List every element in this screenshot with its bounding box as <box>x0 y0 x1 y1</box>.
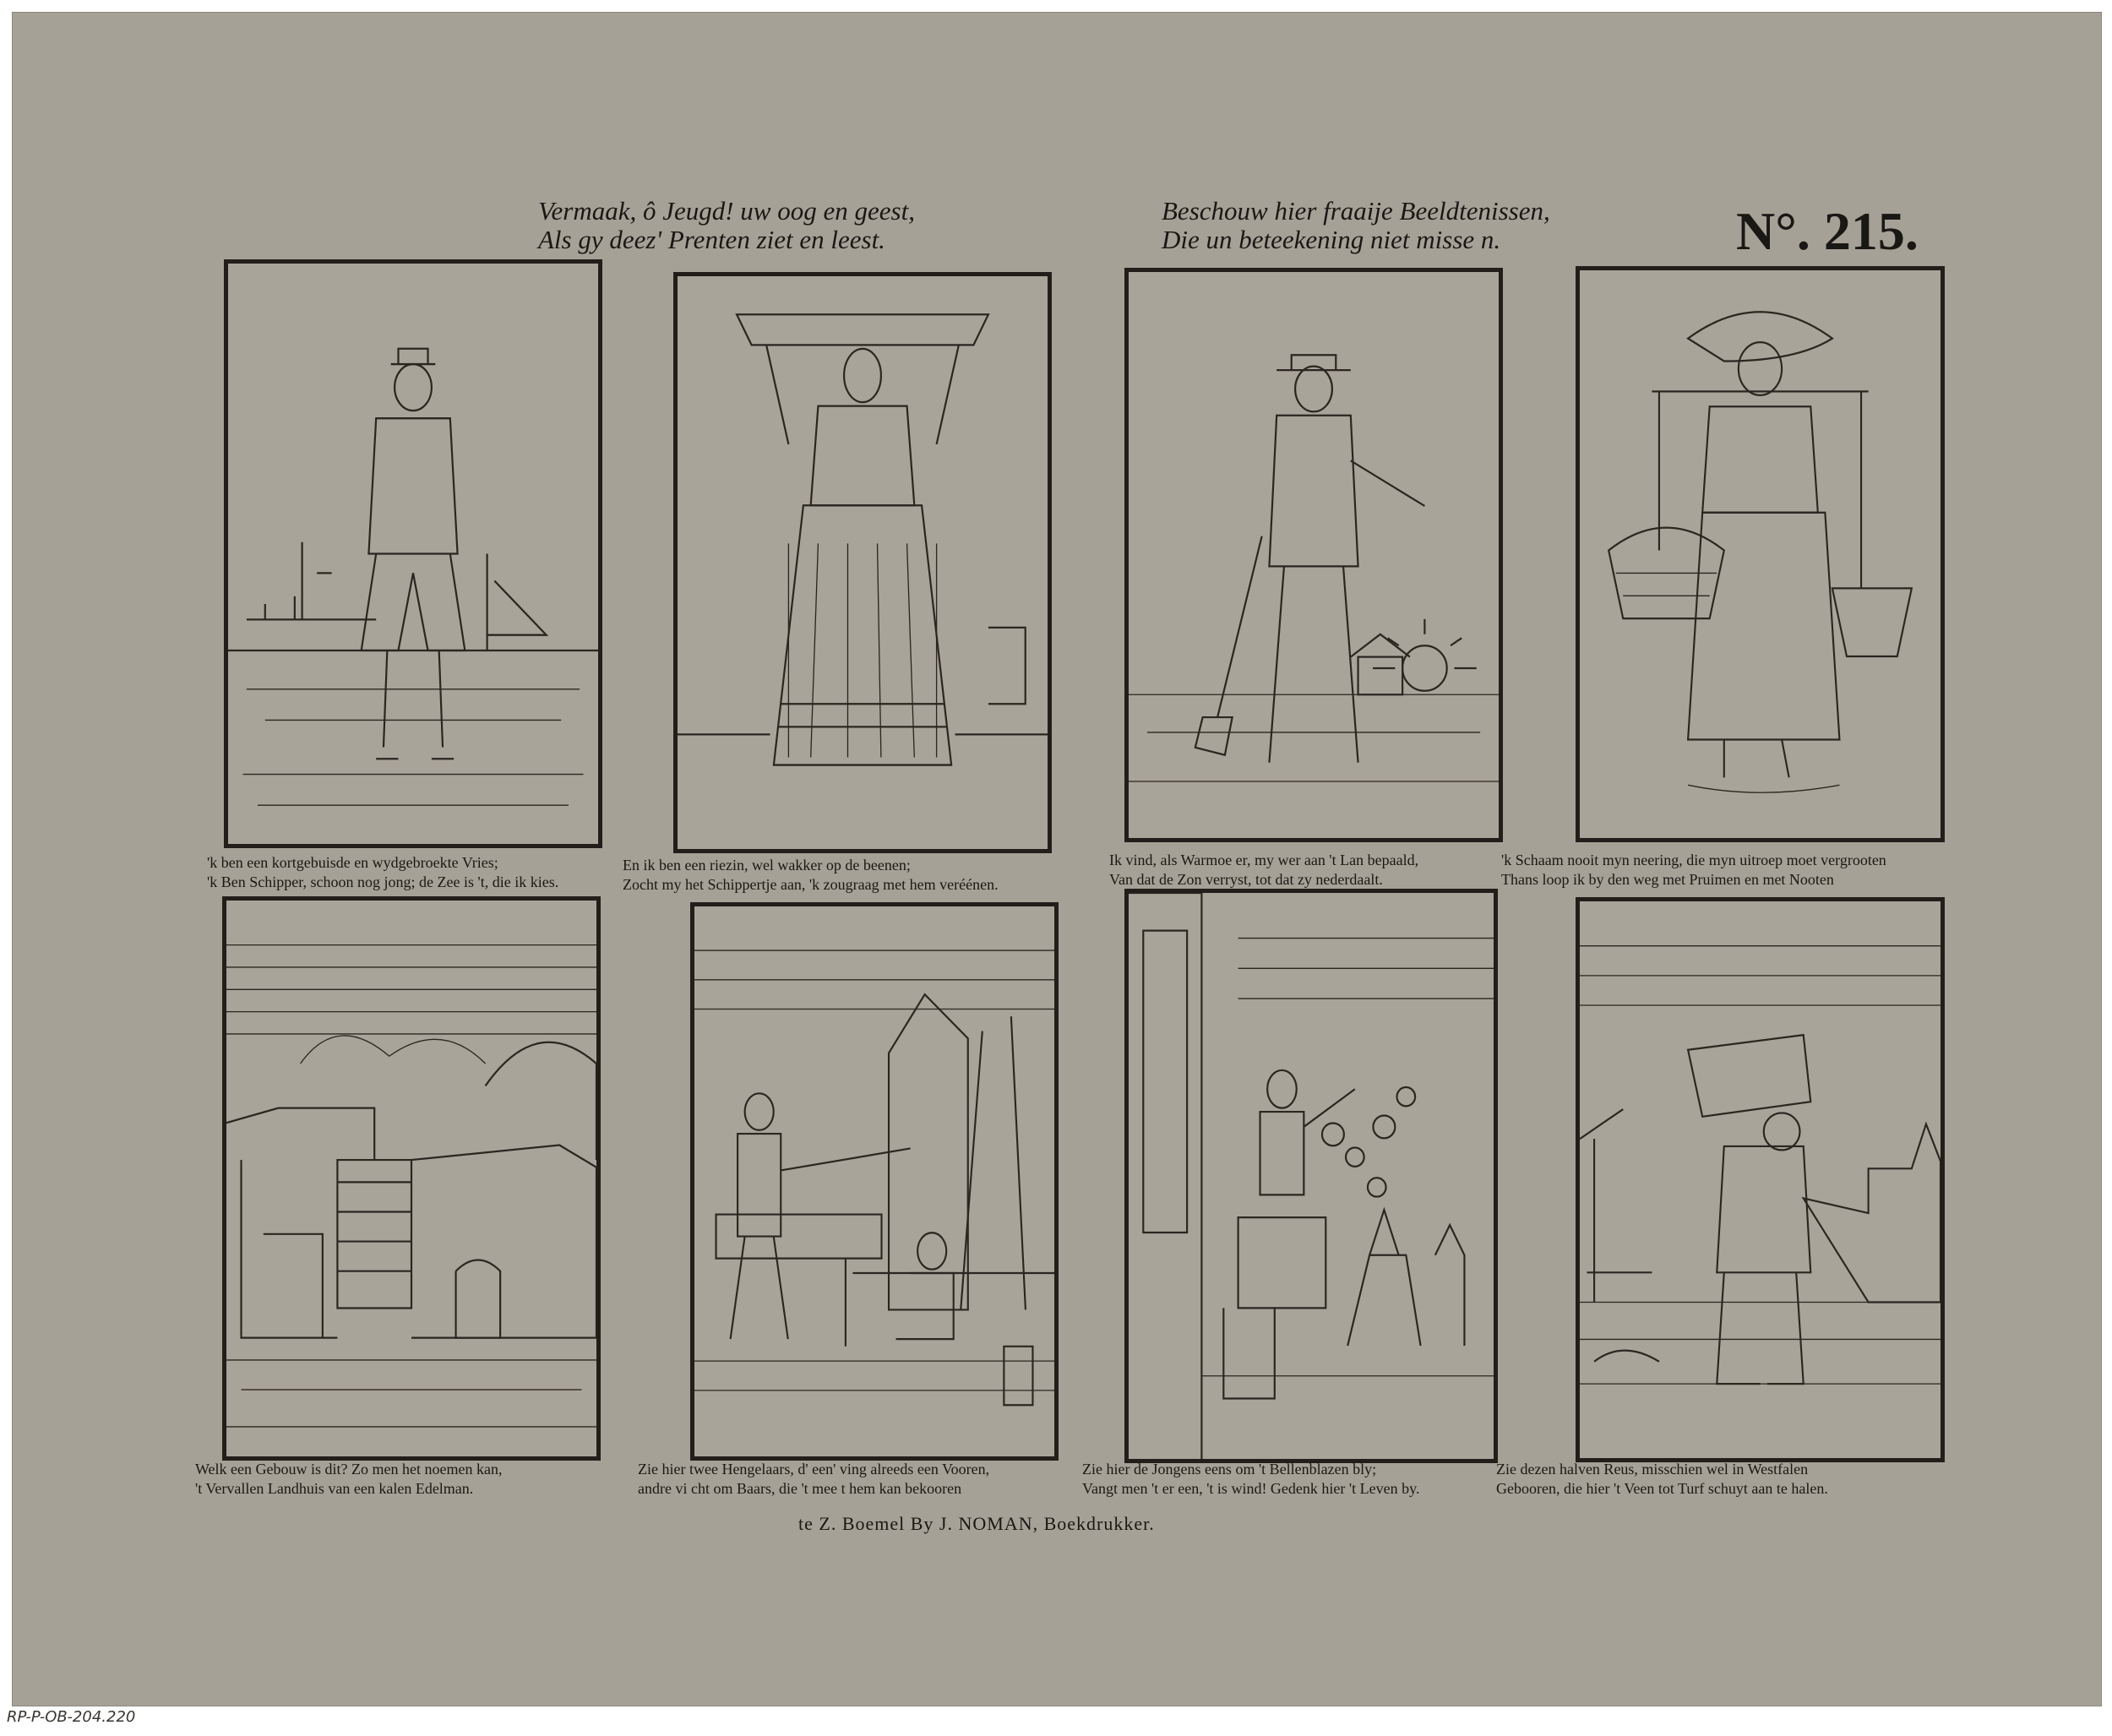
caption-5 <box>195 1460 502 1499</box>
caption-7-line-1: Zie hier de Jongens eens om 't Bellenblazen bly; <box>1082 1461 1377 1478</box>
caption-5-line-2: 't Vervallen Landhuis van een kalen Edelman. <box>195 1480 474 1497</box>
caption-4 <box>1501 851 1886 890</box>
sheet-number: N°. 215. <box>1736 201 1919 261</box>
header-right-line-1: Beschouw hier fraaije Beeldtenissen, <box>1162 196 1550 226</box>
anglers-woodcut <box>694 906 1054 1456</box>
caption-6 <box>638 1460 989 1499</box>
print-sheet <box>12 12 2102 1706</box>
caption-5-line-1: Welk een Gebouw is dit? Zo men het noemen kan, <box>195 1461 503 1478</box>
caption-8-line-2: Gebooren, die hier 't Veen tot Turf schuyt aan te halen. <box>1496 1480 1828 1497</box>
panel-fruit-seller <box>1576 266 1945 842</box>
caption-2 <box>623 856 999 895</box>
caption-8 <box>1496 1460 1828 1499</box>
caption-3-line-1: Ik vind, als Warmoe er, my wer aan 't Lan bepaald, <box>1109 852 1419 868</box>
basket-woman-woodcut <box>678 276 1048 849</box>
soap-bubbles-woodcut <box>1129 893 1494 1459</box>
caption-6-line-1: Zie hier twee Hengelaars, d' een' ving alreeds een Vooren, <box>638 1461 990 1478</box>
header-left-line-2: Als gy deez' Prenten ziet en leest. <box>538 225 885 254</box>
caption-4-line-2: Thans loop ik by den weg met Pruimen en met Nooten <box>1501 871 1834 888</box>
header-right <box>1162 197 1550 254</box>
caption-1-line-2: 'k Ben Schipper, schoon nog jong; de Zee is 't, die ik kies. <box>207 873 559 890</box>
header-left <box>538 197 915 254</box>
panel-gardener <box>1124 268 1503 842</box>
caption-2-line-2: Zocht my het Schippertje aan, 'k zougraag met hem veréénen. <box>623 876 999 893</box>
caption-8-line-1: Zie dezen halven Reus, misschien wel in Westfalen <box>1496 1461 1809 1478</box>
panel-anglers <box>690 902 1059 1461</box>
panel-soap-bubbles <box>1124 889 1498 1463</box>
skipper-woodcut <box>228 264 598 844</box>
header-right-line-2: Die un beteekening niet misse n. <box>1162 225 1501 254</box>
panel-skipper <box>224 259 602 848</box>
printer-imprint: te Z. Boemel By J. NOMAN, Boekdrukker. <box>798 1513 1155 1534</box>
peat-carrier-woodcut <box>1580 901 1941 1458</box>
country-house-woodcut <box>226 901 596 1456</box>
panel-peat-carrier <box>1576 897 1945 1462</box>
panel-country-house <box>222 896 601 1461</box>
caption-1 <box>207 853 558 892</box>
caption-3-line-2: Van dat de Zon verryst, tot dat zy nederdaalt. <box>1109 871 1383 888</box>
caption-6-line-2: andre vi cht om Baars, die 't mee t hem kan bekooren <box>638 1480 962 1497</box>
caption-1-line-1: 'k ben een kortgebuisde en wydgebroekte Vries; <box>207 854 498 871</box>
caption-3 <box>1109 851 1418 890</box>
header-left-line-1: Vermaak, ô Jeugd! uw oog en geest, <box>538 196 915 226</box>
fruit-seller-woodcut <box>1580 270 1941 838</box>
caption-7 <box>1082 1460 1419 1499</box>
caption-2-line-1: En ik ben een riezin, wel wakker op de beenen; <box>623 857 911 873</box>
caption-7-line-2: Vangt men 't er een, 't is wind! Gedenk hier 't Leven by. <box>1082 1480 1420 1497</box>
panel-basket-woman <box>673 272 1052 853</box>
gardener-woodcut <box>1129 272 1499 838</box>
inventory-mark: RP-P-OB-204.220 <box>7 1708 136 1726</box>
caption-4-line-1: 'k Schaam nooit myn neering, die myn uitroep moet vergrooten <box>1501 852 1886 868</box>
